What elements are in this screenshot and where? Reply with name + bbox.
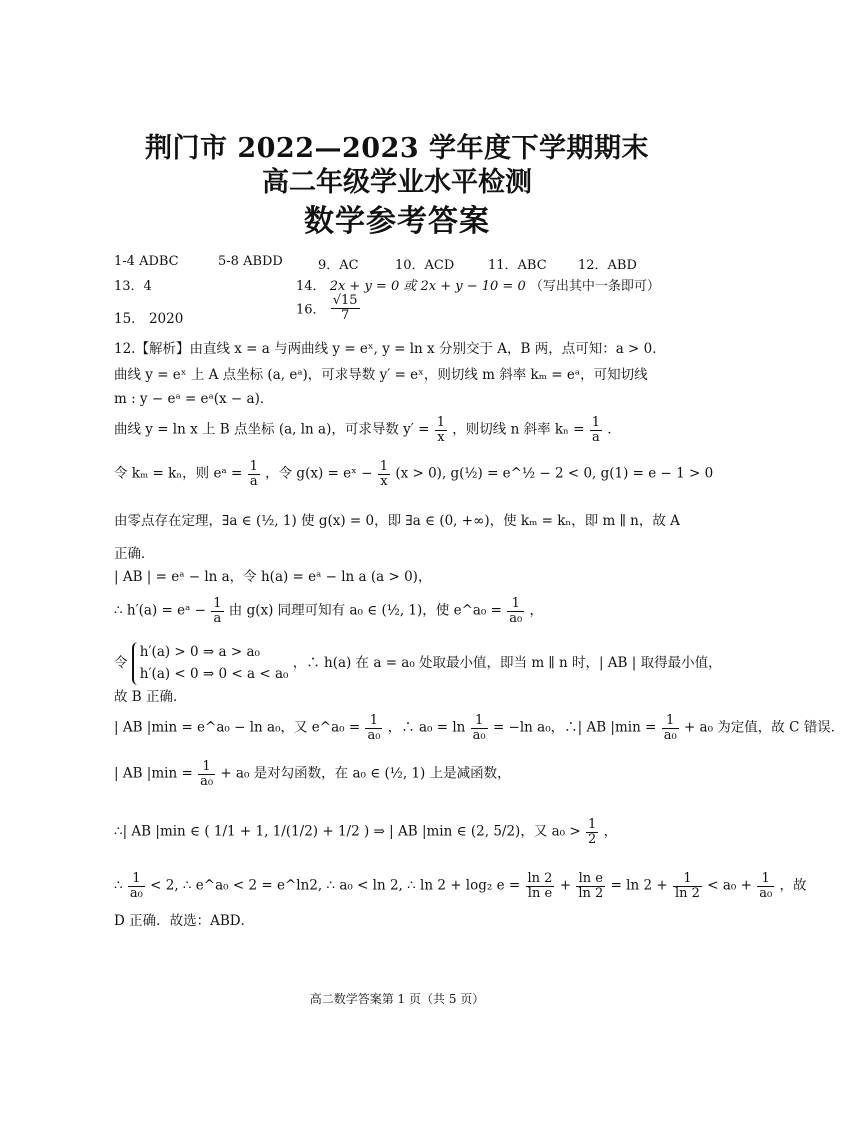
solution-line-8: | AB | = eᵃ − ln a，令 h(a) = eᵃ − ln a (a > 0)， (114, 569, 432, 585)
frac-1-over-a0-7: $\frac{1}{\text{a₀}}$ (759, 871, 773, 901)
solution-line-5c: (x > 0), g(½) = e^½ − 2 < 0, g(1) = e − 1 > 0 (395, 465, 714, 482)
frac-1-over-2: $\frac{1}{2}$ (587, 817, 597, 847)
answer-16-fraction (331, 294, 360, 322)
solution-line-9b: 由 g(x) 同理可知有 a₀ ∈ (½, 1)，使 e^a₀ = (228, 602, 502, 619)
answer-1-4: 1-4 ADBC (114, 254, 179, 269)
solution-line-9c: ， (529, 602, 544, 619)
solution-line-10a: 令 (114, 655, 128, 672)
title-line-3: 数学参考答案 (304, 204, 490, 239)
solution-line-4a: 曲线 y = ln x 上 B 点坐标 (a, ln a)，可求导数 y′ = (114, 421, 430, 438)
frac-1-over-a0-4: $\frac{1}{\text{a₀}}$ (663, 713, 677, 743)
solution-line-12a: | AB |min = e^a₀ − ln a₀，又 e^a₀ = (114, 719, 361, 736)
solution-line-12c: = −ln a₀，∴| AB |min = (492, 719, 657, 736)
solution-line-10 (114, 642, 722, 685)
solution-line-13b: + a₀ 是对勾函数，在 a₀ ∈ (½, 1) 上是减函数， (220, 765, 511, 782)
frac-1-over-x: $\frac{1}{x}$ (436, 415, 445, 445)
system-row-2: h′(a) < 0 ⇒ 0 < a < a₀ (139, 665, 289, 682)
solution-line-14b: ， (603, 823, 618, 840)
answer-5-8: 5-8 ABDD (218, 254, 283, 269)
solution-line-9 (114, 597, 694, 625)
system-row-1: h′(a) > 0 ⇒ a > a₀ (139, 644, 260, 660)
solution-line-15b: < 2, ∴ e^a₀ < 2 = e^ln2, ∴ a₀ < ln 2, ∴ ln 2 + log₂ e = (150, 877, 521, 894)
solution-line-12b: ，∴ a₀ = ln (387, 719, 466, 736)
frac-lne-over-ln2: $\frac{\text{ln e}}{\ln 2}$ (578, 871, 604, 901)
solution-line-5a: 令 kₘ = kₙ，则 eᵃ = (114, 465, 243, 482)
solution-line-5 (114, 459, 714, 489)
solution-line-15d: = ln 2 + (610, 877, 668, 894)
frac-1-over-a: $\frac{1}{a}$ (591, 415, 601, 445)
solution-line-4b: ，则切线 n 斜率 kₙ = (452, 421, 585, 438)
solution-line-5b: ，令 g(x) = eˣ − (265, 465, 373, 482)
solution-line-6: 由零点存在定理，∃a ∈ (½, 1) 使 g(x) = 0，即 ∃a ∈ (0, +∞)，使 kₘ = kₙ，即 m ∥ n，故 A (114, 513, 680, 529)
frac-1-over-a0-6: $\frac{1}{\text{a₀}}$ (129, 871, 143, 901)
frac-1-over-a0: $\frac{1}{\text{a₀}}$ (509, 596, 523, 626)
answer-16-numerator: √15 (332, 293, 358, 308)
answer-11: 11．ABC (488, 258, 547, 273)
frac-1-over-a-3: $\frac{1}{a}$ (213, 596, 222, 626)
answer-16-label: 16． (296, 302, 326, 318)
solution-line-15 (114, 871, 807, 901)
title-line-2: 高二年级学业水平检测 (262, 167, 532, 198)
solution-line-2: 曲线 y = eˣ 上 A 点坐标 (a, eᵃ)，可求导数 y′ = eˣ，则切线 m 斜率 kₘ = eᵃ，可知切线 (114, 367, 648, 383)
page-footer: 高二数学答案第 1 页（共 5 页） (309, 992, 485, 1006)
solution-line-1: 12.【解析】由直线 x = a 与两曲线 y = eˣ, y = ln x 分别交于 A，B 两，点可知：a > 0． (114, 341, 666, 357)
answer-10: 10．ACD (395, 258, 455, 273)
solution-line-13 (114, 760, 694, 788)
solution-line-10c: ，∴ h(a) 在 a = a₀ 处取最小值，即当 m ∥ n 时，| AB | 取得最小值， (292, 655, 722, 672)
answer-13: 13．4 (114, 279, 152, 294)
frac-1-over-a0-3: $\frac{1}{\text{a₀}}$ (472, 713, 486, 743)
solution-line-14 (114, 818, 694, 846)
solution-line-7: 正确． (114, 546, 155, 562)
answer-15: 15． 2020 (114, 311, 184, 327)
solution-line-15c: + (559, 877, 572, 894)
solution-line-16: D 正确．故选：ABD． (114, 913, 255, 929)
solution-line-3: m : y − eᵃ = eᵃ(x − a)． (114, 391, 274, 407)
answer-14 (296, 275, 660, 294)
answer-16 (296, 294, 361, 322)
frac-1-over-a0-5: $\frac{1}{\text{a₀}}$ (200, 759, 214, 789)
answer-12: 12．ABD (578, 258, 637, 273)
title-line-1: 荆门市 2022—2023 学年度下学期期末 (144, 133, 650, 164)
answer-14-math: 2x + y = 0 或 2x + y − 10 = 0 (329, 279, 526, 294)
solution-line-12 (114, 713, 844, 743)
answer-14-label: 14． (296, 279, 326, 294)
solution-line-4 (114, 416, 694, 444)
frac-1-over-a-2: $\frac{1}{a}$ (249, 459, 258, 489)
solution-line-12d: + a₀ 为定值，故 C 错误． (683, 719, 844, 736)
solution-line-15e: < a₀ + (707, 877, 752, 894)
answer-14-note: （写出其中一条即可） (529, 279, 660, 294)
frac-1-over-ln2: $\frac{1}{\ln 2}$ (674, 871, 700, 901)
solution-line-9a: ∴ h′(a) = eᵃ − (114, 602, 206, 619)
frac-1-over-a0-2: $\frac{1}{\text{a₀}}$ (367, 713, 381, 743)
frac-ln2-over-lne: $\frac{\ln 2}{\text{ln e}}$ (527, 871, 553, 901)
answer-16-denominator: 7 (340, 307, 350, 323)
solution-line-14a: ∴| AB |min ∈ ( 1/1 + 1, 1/(1/2) + 1/2 ) ⇒ | AB |min ∈ (2, 5/2)，又 a₀ > (114, 823, 581, 840)
solution-line-4c: ． (607, 421, 621, 438)
piecewise-system (132, 642, 289, 685)
solution-line-11: 故 B 正确． (114, 689, 187, 705)
solution-line-13a: | AB |min = (114, 765, 193, 782)
frac-1-over-x-2: $\frac{1}{x}$ (379, 459, 389, 489)
solution-line-15a: ∴ (114, 877, 123, 894)
solution-line-15f: ，故 (779, 877, 807, 894)
answer-9: 9．AC (318, 258, 359, 273)
